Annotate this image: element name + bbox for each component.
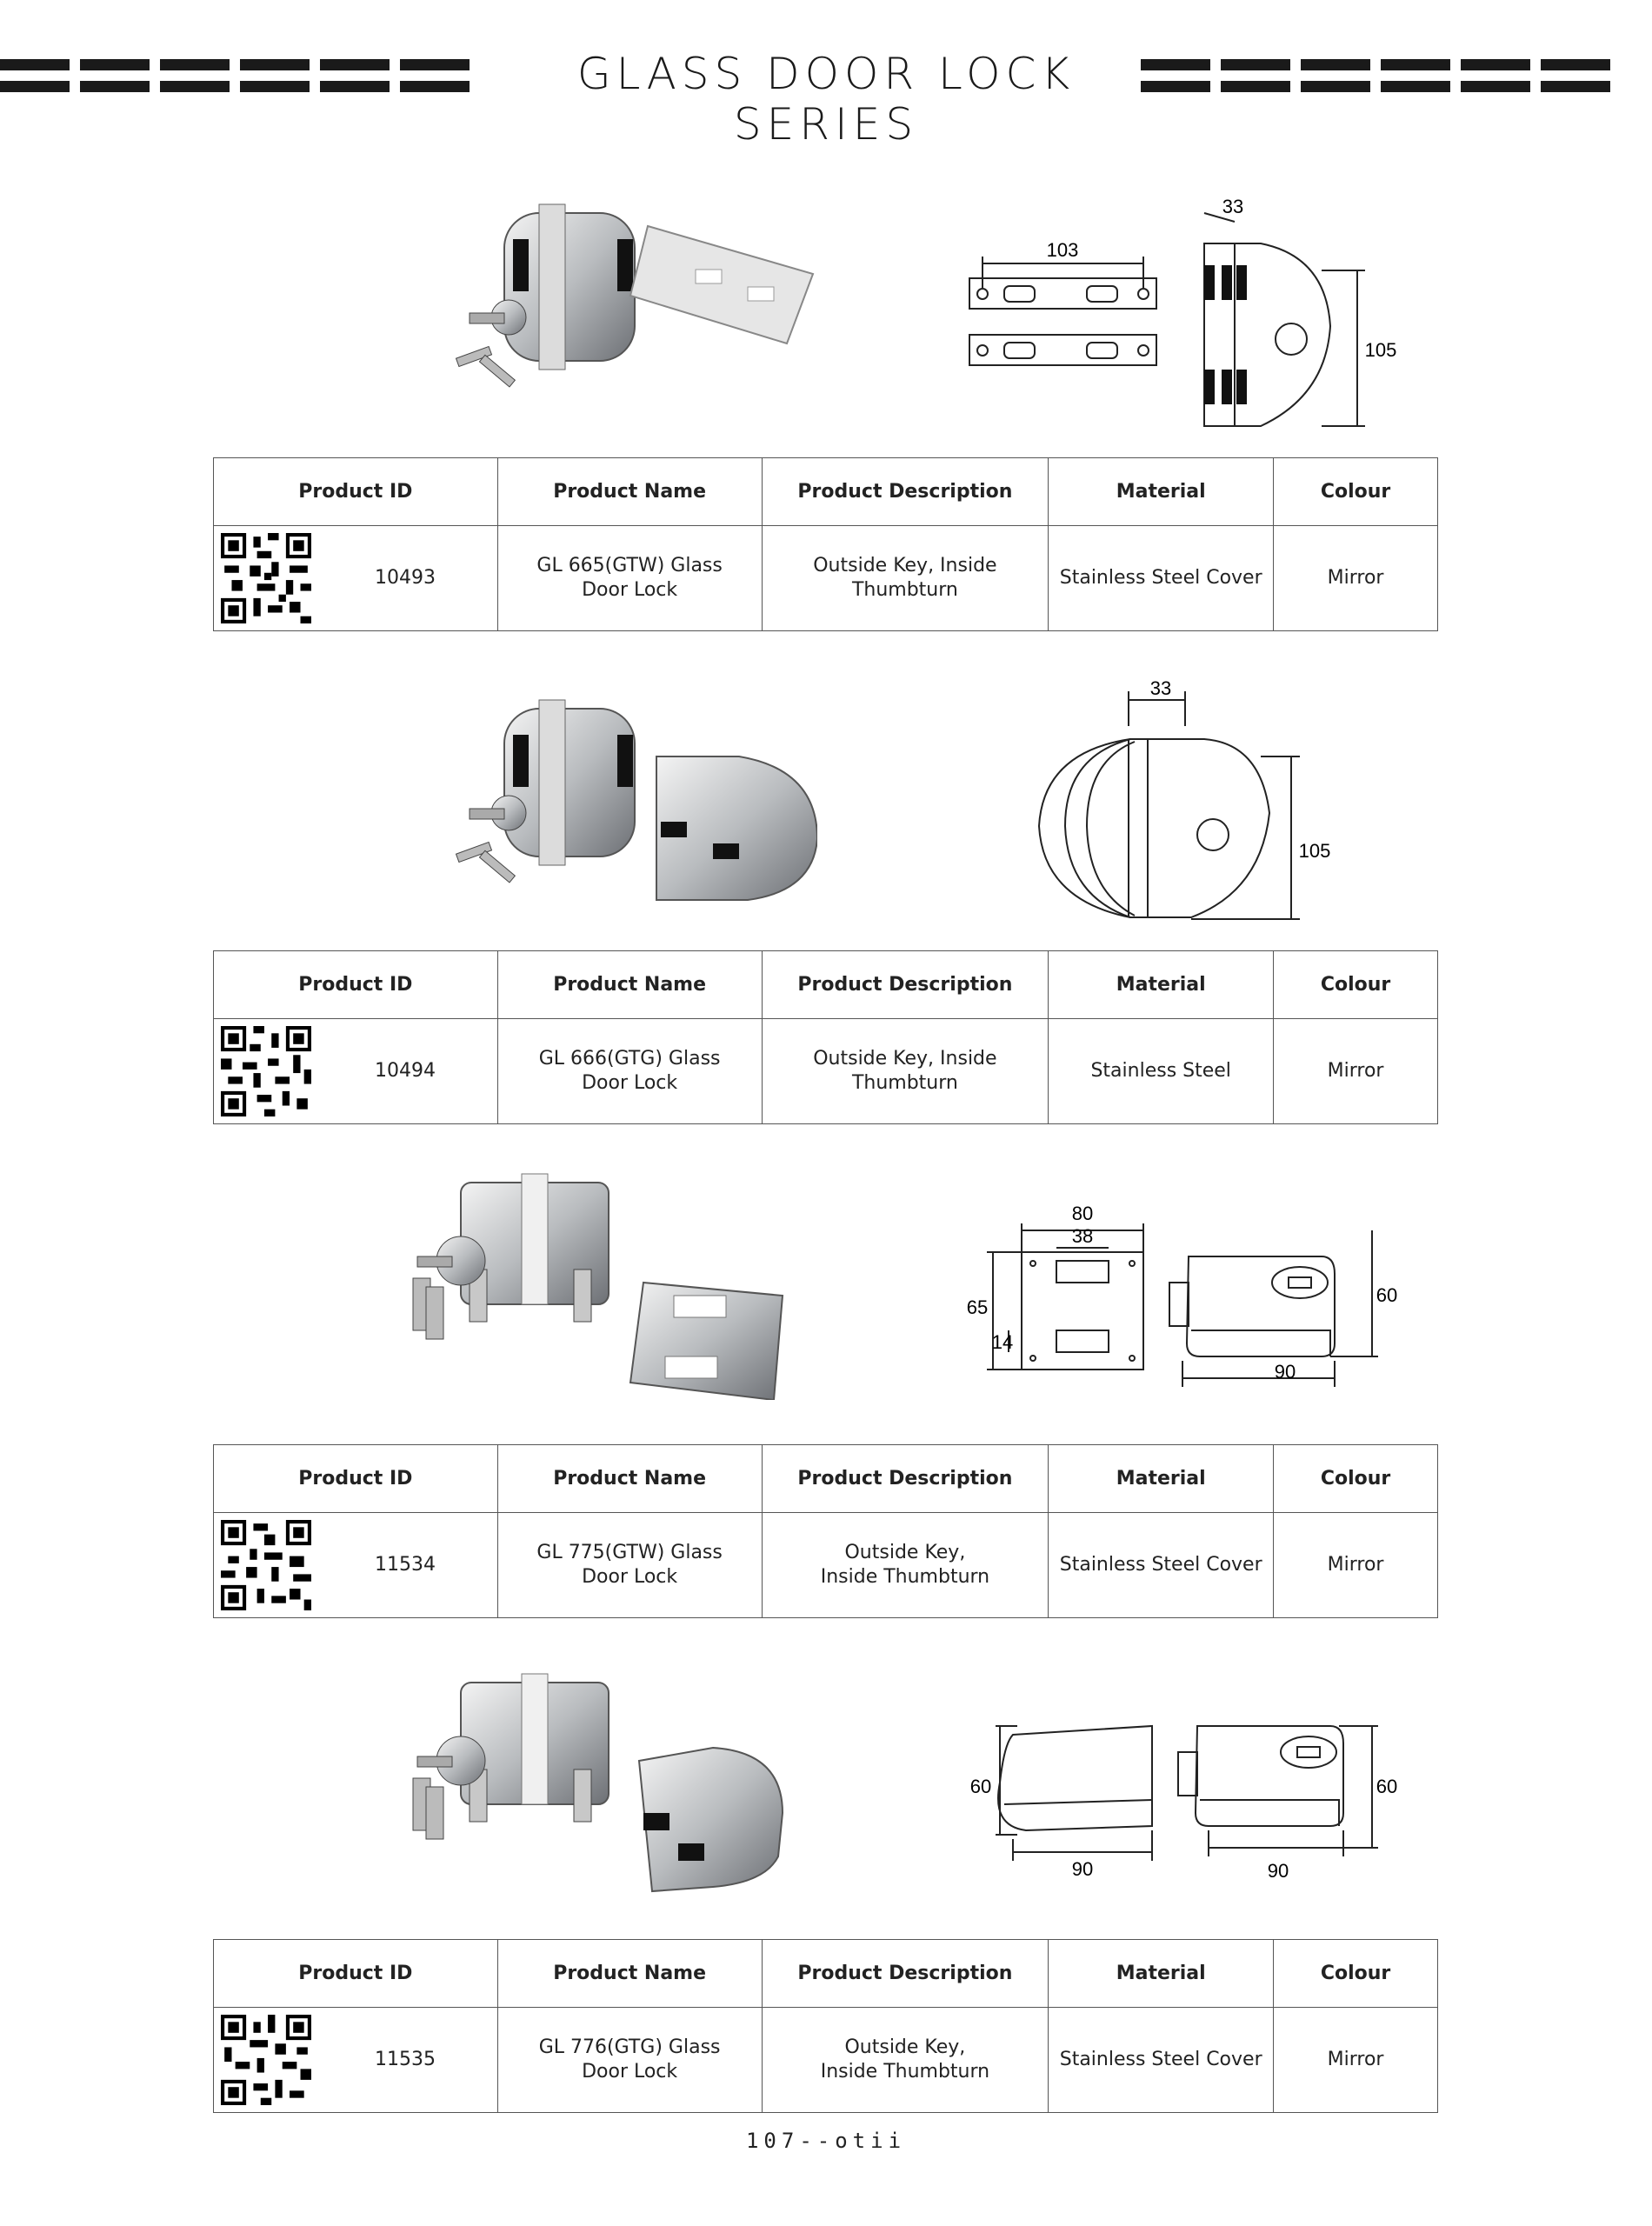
header-colour: Colour — [1274, 951, 1438, 1019]
product-id: 10493 — [375, 567, 436, 589]
header-material: Material — [1049, 951, 1274, 1019]
product-colour: Mirror — [1274, 1513, 1438, 1618]
product-name: GL 775(GTW) Glass Door Lock — [497, 1513, 762, 1618]
dim-label: 105 — [1298, 840, 1331, 862]
product-id-cell — [214, 1019, 498, 1124]
header-colour: Colour — [1274, 458, 1438, 526]
product-description: Outside Key, Inside Thumbturn — [762, 526, 1049, 631]
product-material: Stainless Steel Cover — [1049, 1513, 1274, 1618]
dim-label: 90 — [1274, 1361, 1296, 1383]
header-product-name: Product Name — [497, 1445, 762, 1513]
product-name: GL 665(GTW) Glass Door Lock — [497, 526, 762, 631]
dim-label: 90 — [1267, 1860, 1289, 1882]
header-colour: Colour — [1274, 1445, 1438, 1513]
table-header-row — [214, 1940, 1438, 2008]
spec-table-10494 — [213, 950, 1438, 1124]
product-description: Outside Key, Inside Thumbturn — [762, 1513, 1049, 1618]
product-material: Stainless Steel — [1049, 1019, 1274, 1124]
header-colour: Colour — [1274, 1940, 1438, 2008]
table-header-row — [214, 1445, 1438, 1513]
header-product-description: Product Description — [762, 458, 1049, 526]
table-row — [214, 526, 1438, 631]
product-photo-gl666 — [452, 691, 817, 939]
dim-label: 90 — [1071, 1858, 1094, 1880]
product-photo-gl665 — [452, 187, 817, 448]
page-header — [0, 45, 1652, 150]
product-description: Outside Key, Inside Thumbturn — [762, 2008, 1049, 2113]
header-dashes-right — [1141, 56, 1610, 96]
header-product-description: Product Description — [762, 1445, 1049, 1513]
table-row — [214, 1513, 1438, 1618]
dim-label: 38 — [1071, 1225, 1094, 1247]
spec-table-11534 — [213, 1444, 1438, 1618]
dim-label: 65 — [966, 1296, 989, 1318]
header-product-id: Product ID — [214, 458, 498, 526]
dim-label: 60 — [1376, 1284, 1398, 1306]
product-id-cell — [214, 2008, 498, 2113]
qr-code[interactable] — [221, 2015, 311, 2105]
header-product-name: Product Name — [497, 1940, 762, 2008]
product-material: Stainless Steel Cover — [1049, 2008, 1274, 2113]
product-photo-gl775 — [400, 1165, 791, 1400]
drawing-gl776 — [965, 1709, 1400, 1883]
product-material: Stainless Steel Cover — [1049, 526, 1274, 631]
header-product-name: Product Name — [497, 458, 762, 526]
dim-label: 80 — [1071, 1204, 1094, 1224]
dim-label: 14 — [991, 1331, 1014, 1353]
header-material: Material — [1049, 1445, 1274, 1513]
header-product-id: Product ID — [214, 1940, 498, 2008]
header-dashes-left — [0, 56, 470, 96]
product-id: 10494 — [375, 1060, 436, 1082]
product-colour: Mirror — [1274, 526, 1438, 631]
dim-label: 60 — [969, 1776, 992, 1797]
table-row — [214, 2008, 1438, 2113]
product-photo-gl776 — [400, 1665, 791, 1900]
page-number: 107--otii — [745, 2129, 907, 2153]
header-material: Material — [1049, 458, 1274, 526]
product-id: 11535 — [375, 2049, 436, 2070]
page-title: GLASS DOOR LOCK SERIES — [576, 49, 1076, 150]
product-id: 11534 — [375, 1554, 436, 1576]
spec-table-10493 — [213, 457, 1438, 631]
product-colour: Mirror — [1274, 2008, 1438, 2113]
header-product-name: Product Name — [497, 951, 762, 1019]
drawing-gl666 — [1026, 674, 1356, 935]
header-product-description: Product Description — [762, 951, 1049, 1019]
drawing-gl665 — [956, 187, 1443, 439]
dim-label: 103 — [1046, 239, 1079, 261]
drawing-gl775 — [965, 1204, 1400, 1391]
header-product-id: Product ID — [214, 1445, 498, 1513]
product-colour: Mirror — [1274, 1019, 1438, 1124]
product-name: GL 666(GTG) Glass Door Lock — [497, 1019, 762, 1124]
header-material: Material — [1049, 1940, 1274, 2008]
spec-table-11535 — [213, 1939, 1438, 2113]
table-row — [214, 1019, 1438, 1124]
product-id-cell — [214, 526, 498, 631]
table-header-row — [214, 951, 1438, 1019]
header-product-description: Product Description — [762, 1940, 1049, 2008]
qr-code[interactable] — [221, 1026, 311, 1116]
dim-label: 33 — [1149, 677, 1172, 699]
table-header-row — [214, 458, 1438, 526]
dim-label: 105 — [1364, 339, 1397, 361]
header-product-id: Product ID — [214, 951, 498, 1019]
dim-label: 33 — [1222, 196, 1244, 217]
product-description: Outside Key, Inside Thumbturn — [762, 1019, 1049, 1124]
qr-code[interactable] — [221, 1520, 311, 1610]
product-name: GL 776(GTG) Glass Door Lock — [497, 2008, 762, 2113]
qr-code[interactable] — [221, 533, 311, 623]
product-id-cell — [214, 1513, 498, 1618]
dim-label: 60 — [1376, 1776, 1398, 1797]
